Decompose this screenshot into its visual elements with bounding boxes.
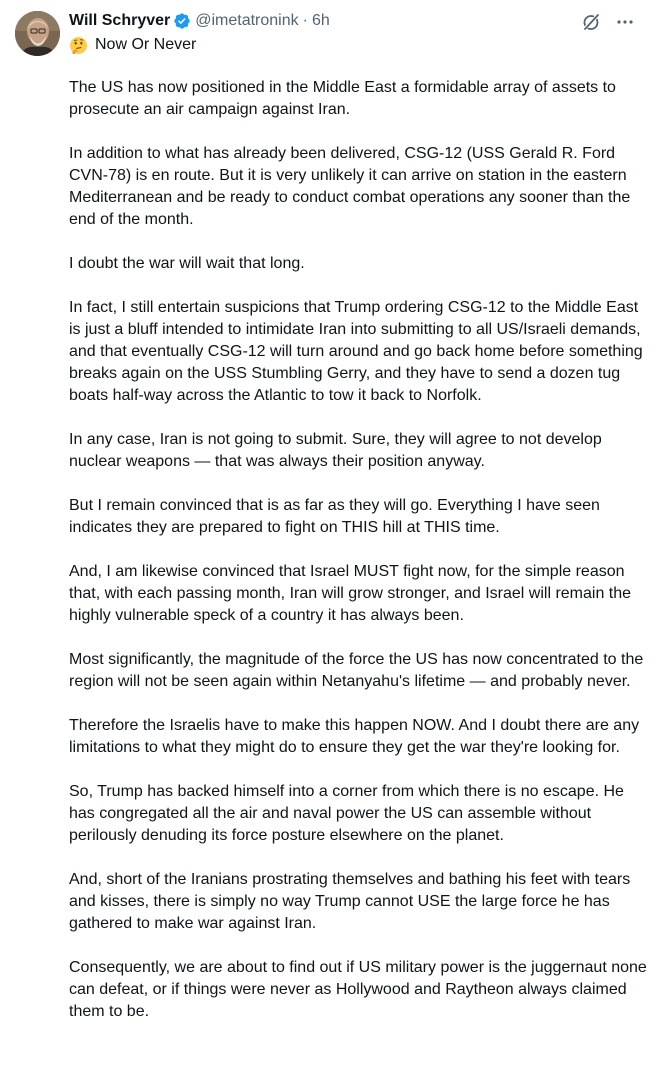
post-paragraph: The US has now positioned in the Middle East a formidable array of assets to prosecute an air campaign against Iran. bbox=[69, 79, 616, 118]
avatar[interactable] bbox=[15, 11, 60, 56]
post-paragraph: In any case, Iran is not going to submit. Sure, they will agree to not develop nuclear weapons — that was always their position anyway. bbox=[69, 431, 602, 470]
verified-badge-icon[interactable] bbox=[173, 12, 191, 30]
post-paragraph: I doubt the war will wait that long. bbox=[69, 255, 305, 272]
post-paragraph: And, short of the Iranians prostrating themselves and bathing his feet with tears and kisses, there is simply no way Trump cannot USE the large force he has gathered to make war against Iran. bbox=[69, 871, 631, 932]
post-paragraph: So, Trump has backed himself into a corner from which there is no escape. He has congregated all the air and naval power the US can assemble without perilously denuding its force posture elsewhere on the planet. bbox=[69, 783, 624, 844]
post-body bbox=[69, 77, 649, 1045]
header-actions bbox=[581, 12, 635, 32]
thinking-face-icon bbox=[69, 36, 88, 55]
author-handle[interactable]: @imetatronink bbox=[195, 12, 299, 29]
post-subtitle bbox=[69, 34, 196, 56]
post-paragraph: Consequently, we are about to find out if US military power is the juggernaut none can defeat, or if things were never as Hollywood and Raytheon always claimed them to be. bbox=[69, 959, 647, 1020]
post-paragraph: In addition to what has already been delivered, CSG-12 (USS Gerald R. Ford CVN-78) is en route. But it is very unlikely it can arrive on station in the eastern Mediterranean and be ready to conduct combat operations any sooner than the end of the month. bbox=[69, 145, 631, 228]
post-timestamp[interactable]: 6h bbox=[311, 12, 330, 29]
author-display-name[interactable]: Will Schryver bbox=[69, 12, 171, 29]
header-separator: · bbox=[302, 12, 308, 29]
more-options-icon[interactable] bbox=[615, 12, 635, 32]
post-paragraph: But I remain convinced that is as far as they will go. Everything I have seen indicates they are prepared to fight on THIS hill at THIS time. bbox=[69, 497, 600, 536]
avatar-photo bbox=[15, 11, 60, 56]
post-paragraph: In fact, I still entertain suspicions that Trump ordering CSG-12 to the Middle East is just a bluff intended to intimidate Iran into submitting to all US/Israeli demands, and that eventually CSG-12 will turn around and go back home before something breaks again on the USS Stumbling Gerry, and they have to send a dozen tug boats half-way across the Atlantic to tow it back to Norfolk. bbox=[69, 299, 643, 404]
post-paragraph: Therefore the Israelis have to make this happen NOW. And I doubt there are any limitations to what they might do to ensure they get the war they're looking for. bbox=[69, 717, 640, 756]
tweet-header bbox=[69, 10, 330, 32]
subtitle-text: Now Or Never bbox=[95, 36, 197, 53]
post-paragraph: Most significantly, the magnitude of the force the US has now concentrated to the region will not be seen again within Netanyahu's lifetime — and probably never. bbox=[69, 651, 644, 690]
post-paragraph: And, I am likewise convinced that Israel MUST fight now, for the simple reason that, with each passing month, Iran will grow stronger, and Israel will remain the highly vulnerable speck of a country it has always been. bbox=[69, 563, 632, 624]
grok-icon[interactable] bbox=[581, 12, 601, 32]
